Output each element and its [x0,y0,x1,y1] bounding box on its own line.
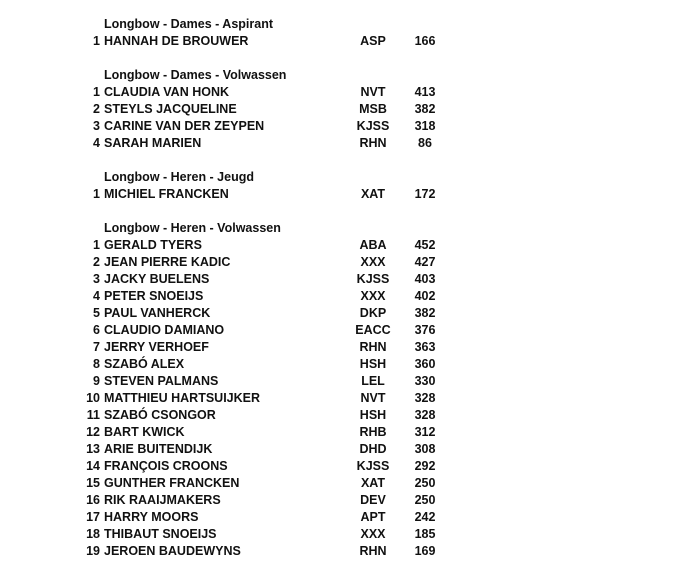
archer-name: CLAUDIA VAN HONK [104,85,229,99]
archer-name: STEYLS JACQUELINE [104,102,237,116]
archer-name: HARRY MOORS [104,510,199,524]
club-code: RHB [359,425,387,439]
rank-cell: 18 [86,527,100,541]
archer-name: CARINE VAN DER ZEYPEN [104,119,265,133]
score-value: 382 [414,306,436,320]
archer-name: MATTHIEU HARTSUIJKER [104,391,261,405]
rank-cell: 6 [93,323,100,337]
result-row [0,322,697,339]
results-section [0,16,697,50]
club-code: XAT [360,476,386,490]
rank-cell: 17 [86,510,100,524]
results-list [0,16,697,560]
rank-cell: 1 [93,85,100,99]
archer-name: JACKY BUELENS [104,272,210,286]
score-value: 250 [414,493,436,507]
club-code: DHD [359,442,387,456]
rank-cell: 3 [93,272,100,286]
results-section [0,220,697,560]
club-code: XXX [360,255,386,269]
result-row [0,441,697,458]
club-code: KJSS [356,272,390,286]
score-value: 328 [414,408,436,422]
rank-cell: 11 [86,408,100,422]
rank-cell: 12 [86,425,100,439]
score-value: 382 [414,102,436,116]
result-row [0,305,697,322]
result-row [0,237,697,254]
score-value: 250 [414,476,436,490]
club-code: EACC [355,323,391,337]
result-row [0,271,697,288]
club-code: ASP [360,34,386,48]
result-row [0,407,697,424]
club-code: NVT [360,391,386,405]
score-value: 330 [414,374,436,388]
score-value: 363 [414,340,436,354]
score-value: 169 [414,544,436,558]
rank-cell: 10 [86,391,100,405]
rank-cell: 1 [93,238,100,252]
score-value: 308 [414,442,436,456]
result-row [0,509,697,526]
club-code: DKP [359,306,387,320]
score-value: 172 [414,187,436,201]
club-code: XAT [360,187,386,201]
archer-name: SZABÓ CSONGOR [104,408,216,422]
archer-name: JEAN PIERRE KADIC [104,255,231,269]
result-row [0,458,697,475]
archer-name: RIK RAAIJMAKERS [104,493,221,507]
rank-cell: 8 [93,357,100,371]
result-row [0,33,697,50]
score-value: 402 [414,289,436,303]
rank-cell: 16 [86,493,100,507]
archer-name: FRANÇOIS CROONS [104,459,228,473]
rank-cell: 2 [93,255,100,269]
score-value: 328 [414,391,436,405]
archer-name: GUNTHER FRANCKEN [104,476,240,490]
score-value: 413 [414,85,436,99]
rank-cell: 9 [93,374,100,388]
score-value: 376 [414,323,436,337]
club-code: NVT [360,85,386,99]
score-value: 292 [414,459,436,473]
score-value: 166 [414,34,436,48]
archer-name: BART KWICK [104,425,185,439]
archer-name: PAUL VANHERCK [104,306,211,320]
club-code: RHN [359,544,387,558]
club-code: KJSS [356,119,390,133]
section-heading: Longbow - Heren - Jeugd [104,170,254,184]
rank-cell: 4 [93,136,100,150]
club-code: RHN [359,340,387,354]
score-value: 312 [414,425,436,439]
club-code: XXX [360,527,386,541]
score-value: 318 [414,119,436,133]
result-row [0,101,697,118]
rank-cell: 5 [93,306,100,320]
rank-cell: 2 [93,102,100,116]
club-code: LEL [361,374,385,388]
archer-name: PETER SNOEIJS [104,289,204,303]
archer-name: HANNAH DE BROUWER [104,34,249,48]
result-row [0,84,697,101]
result-row [0,526,697,543]
club-code: DEV [360,493,386,507]
section-heading: Longbow - Dames - Aspirant [104,17,273,31]
club-code: XXX [360,289,386,303]
score-value: 242 [414,510,436,524]
club-code: RHN [359,136,387,150]
section-heading: Longbow - Heren - Volwassen [104,221,281,235]
archer-name: SARAH MARIEN [104,136,202,150]
result-row [0,254,697,271]
archer-name: STEVEN PALMANS [104,374,219,388]
archer-name: MICHIEL FRANCKEN [104,187,229,201]
score-value: 452 [414,238,436,252]
archer-name: CLAUDIO DAMIANO [104,323,225,337]
rank-cell: 3 [93,119,100,133]
archer-name: ARIE BUITENDIJK [104,442,213,456]
club-code: MSB [359,102,387,116]
archer-name: JERRY VERHOEF [104,340,209,354]
archer-name: GERALD TYERS [104,238,202,252]
rank-cell: 13 [86,442,100,456]
result-row [0,373,697,390]
result-row [0,543,697,560]
archer-name: THIBAUT SNOEIJS [104,527,217,541]
result-row [0,135,697,152]
rank-cell: 14 [86,459,100,473]
score-value: 427 [414,255,436,269]
result-row [0,339,697,356]
club-code: HSH [359,408,387,422]
result-row [0,390,697,407]
result-row [0,424,697,441]
result-row [0,492,697,509]
archer-name: JEROEN BAUDEWYNS [104,544,241,558]
score-value: 360 [414,357,436,371]
club-code: HSH [359,357,387,371]
rank-cell: 7 [93,340,100,354]
rank-cell: 4 [93,289,100,303]
club-code: APT [360,510,386,524]
result-row [0,118,697,135]
rank-cell: 1 [93,34,100,48]
result-row [0,186,697,203]
result-row [0,475,697,492]
score-value: 403 [414,272,436,286]
archer-name: SZABÓ ALEX [104,357,185,371]
score-value: 86 [418,136,432,150]
section-heading: Longbow - Dames - Volwassen [104,68,287,82]
club-code: KJSS [356,459,390,473]
rank-cell: 15 [86,476,100,490]
results-section [0,169,697,203]
result-row [0,288,697,305]
rank-cell: 1 [93,187,100,201]
club-code: ABA [359,238,387,252]
result-row [0,356,697,373]
rank-cell: 19 [86,544,100,558]
results-section [0,67,697,152]
score-value: 185 [414,527,436,541]
